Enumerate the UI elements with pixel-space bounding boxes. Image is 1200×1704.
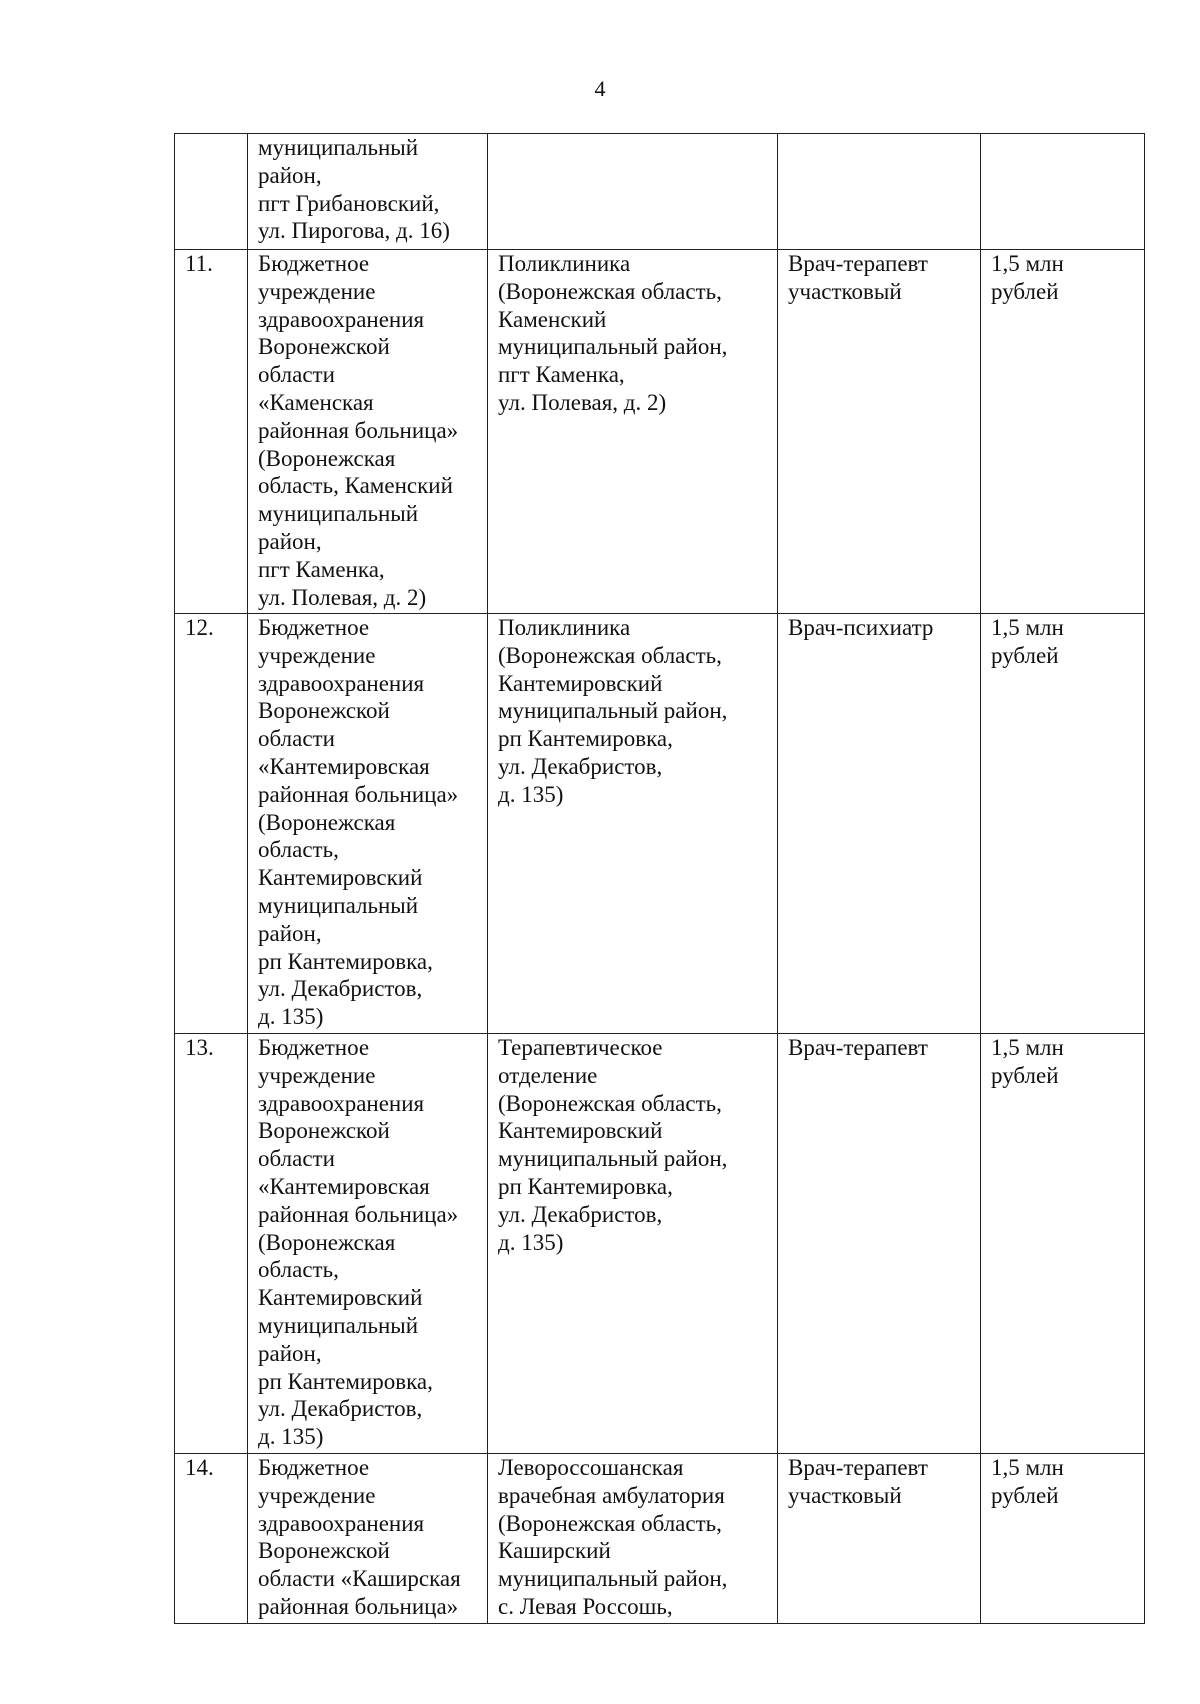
table-row: [175, 1034, 1145, 1454]
institution-cell: Бюджетное учреждение здравоохранения Воронежской области «Каменская районная больница» (Воронежская область, Каменский муниципальный район, пгт Каменка, ул. Полевая, д. 2): [248, 250, 488, 614]
table-row: [175, 614, 1145, 1034]
institution-cell: муниципальный район, пгт Грибановский, ул. Пирогова, д. 16): [248, 134, 488, 250]
position-cell: Врач-терапевт: [778, 1034, 981, 1454]
institution-cell: Бюджетное учреждение здравоохранения Воронежской области «Каширская районная больница»: [248, 1454, 488, 1624]
institution-cell: Бюджетное учреждение здравоохранения Воронежской области «Кантемировская районная больница» (Воронежская область, Кантемировский муниципальный район, рп Кантемировка, ул. Декабристов, д. 135): [248, 1034, 488, 1454]
subdivision-cell: Левороссошанская врачебная амбулатория (Воронежская область, Каширский муниципальный район, с. Левая Россошь,: [488, 1454, 778, 1624]
amount-cell: 1,5 млн рублей: [981, 1454, 1145, 1624]
row-number: 14.: [175, 1454, 248, 1624]
subdivision-cell: Поликлиника (Воронежская область, Каменский муниципальный район, пгт Каменка, ул. Полевая, д. 2): [488, 250, 778, 614]
row-number: 12.: [175, 614, 248, 1034]
row-number: 13.: [175, 1034, 248, 1454]
position-cell: Врач-психиатр: [778, 614, 981, 1034]
amount-cell: 1,5 млн рублей: [981, 614, 1145, 1034]
table-row: [175, 250, 1145, 614]
amount-cell: 1,5 млн рублей: [981, 250, 1145, 614]
subdivision-cell: Терапевтическое отделение (Воронежская область, Кантемировский муниципальный район, рп Кантемировка, ул. Декабристов, д. 135): [488, 1034, 778, 1454]
amount-cell: 1,5 млн рублей: [981, 1034, 1145, 1454]
position-cell: Врач-терапевт участковый: [778, 1454, 981, 1624]
institution-cell: Бюджетное учреждение здравоохранения Воронежской области «Кантемировская районная больница» (Воронежская область, Кантемировский муниципальный район, рп Кантемировка, ул. Декабристов, д. 135): [248, 614, 488, 1034]
vacancy-table: [174, 133, 1145, 1624]
position-cell: Врач-терапевт участковый: [778, 250, 981, 614]
page-number: 4: [594, 76, 606, 101]
amount-cell: [981, 134, 1145, 250]
row-number: 11.: [175, 250, 248, 614]
row-number: [175, 134, 248, 250]
subdivision-cell: Поликлиника (Воронежская область, Кантемировский муниципальный район, рп Кантемировка, ул. Декабристов, д. 135): [488, 614, 778, 1034]
table-row: [175, 134, 1145, 250]
position-cell: [778, 134, 981, 250]
table-row: [175, 1454, 1145, 1624]
subdivision-cell: [488, 134, 778, 250]
